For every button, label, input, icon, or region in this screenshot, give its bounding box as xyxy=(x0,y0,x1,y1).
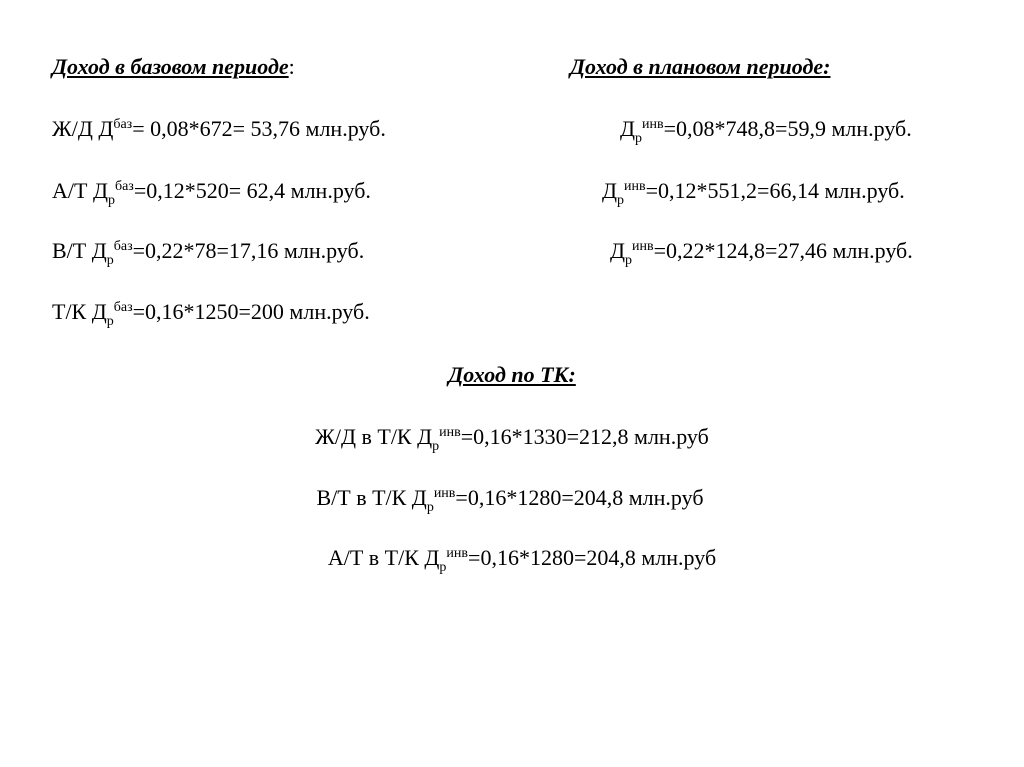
base-row-rail: Ж/Д $Д^{баз}= 0,08*672= 53,76$ млн.руб. xyxy=(52,116,386,141)
heading-tk-text: Доход по ТК: xyxy=(448,362,576,387)
base-row-auto: А/Т $Д_р^{баз}=0,12*520= 62,4$ млн.руб. xyxy=(52,178,371,208)
tk-row-auto: А/Т в Т/К $Д_р^{инв}=0,16*1280=204,8$ млн.руб xyxy=(327,545,717,575)
base-row-tk: Т/К $Д_р^{баз}=0,16*1250=200$ млн.руб. xyxy=(52,299,370,329)
base-row-water: В/Т $Д_р^{баз}=0,22*78=17,16$ млн.руб. xyxy=(52,238,365,268)
heading-base-text: Доход в базовом периоде xyxy=(52,54,289,79)
heading-tk xyxy=(0,362,1024,388)
heading-plan-period: Доход в плановом периоде: xyxy=(570,54,831,79)
heading-base-period xyxy=(52,54,295,80)
plan-row-auto: $Д_р^{инв}=0,12*551,2=66,14$ млн.руб. xyxy=(602,178,905,208)
plan-row-water: $Д_р^{инв}=0,22*124,8=27,46$ млн.руб. xyxy=(610,238,913,268)
plan-row-rail: $Д_р^{инв}=0,08*748,8=59,9$ млн.руб. xyxy=(620,116,912,146)
heading-base-colon: : xyxy=(288,54,295,79)
tk-row-rail: Ж/Д в Т/К $Д_р^{инв}=0,16*1330=212,8$ млн.руб xyxy=(315,424,709,454)
tk-row-water: В/Т в Т/К $Д_р^{инв}=0,16*1280=204,8$ млн.руб xyxy=(316,485,704,515)
